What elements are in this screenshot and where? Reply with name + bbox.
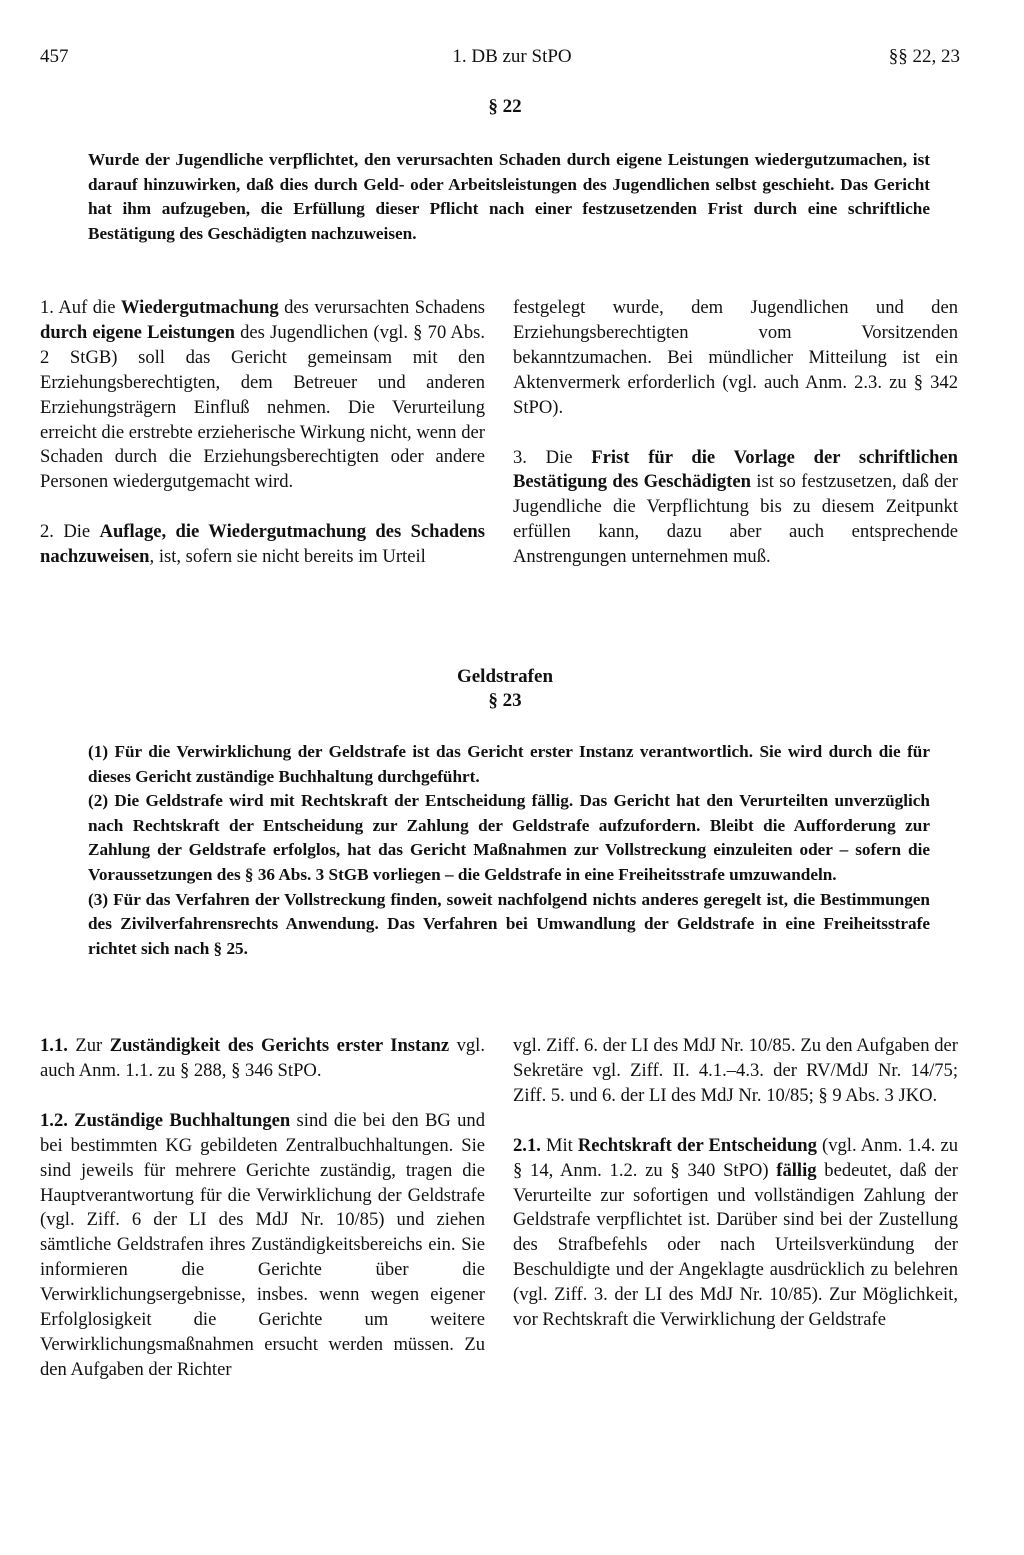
statute-paragraph-1: (1) Für die Verwirklichung der Geldstrafe ist das Gericht erster Instanz verantwortlich. Sie wird durch die für dieses Gericht zuständige Buchhaltung durchgeführt.	[88, 742, 930, 786]
statute-text-23	[88, 740, 930, 961]
note-1: 1. Auf die Wiedergutmachung des verursachten Schadens durch eigene Leistungen des Jugendlichen (vgl. § 70 Abs. 2 StGB) soll das Gericht gemeinsam mit den Erziehungsberechtigten, dem Betreuer und anderen Erziehungsträgern Einfluß nehmen. Die Verurteilung erreicht die erstrebte erzieherische Wirkung nicht, wenn der Schaden durch die Erziehungsberechtigten oder andere Personen wiedergutgemacht wird.	[40, 297, 486, 493]
section-title-geldstrafen: Geldstrafen	[456, 666, 554, 687]
note-1-1: 1.1. Zur Zuständigkeit des Gerichts erster Instanz vgl. auch Anm. 1.1. zu § 288, § 346 StPO.	[40, 1035, 485, 1081]
section-range: §§ 22, 23	[888, 46, 960, 67]
commentary-22-left	[40, 296, 485, 570]
commentary-22-right	[513, 296, 958, 570]
section-heading-22: § 22	[488, 96, 522, 117]
statute-paragraph: Wurde der Jugendliche verpflichtet, den verursachten Schaden durch eigene Leistungen wiedergutzumachen, ist darauf hinzuwirken, daß dies durch Geld- oder Arbeitsleistungen des Jugendlichen selbst geschieht. Das Gericht hat ihm aufzugeben, die Erfüllung dieser Pflicht nach einer festzusetzenden Frist durch eine schriftliche Bestätigung des Geschädigten nachzuweisen.	[88, 150, 930, 243]
running-title: 1. DB zur StPO	[452, 46, 572, 67]
statute-paragraph-2: (2) Die Geldstrafe wird mit Rechtskraft der Entscheidung fällig. Das Gericht hat den Verurteilten unverzüglich nach Rechtskraft der Entscheidung zur Zahlung der Geldstrafe aufzufordern. Bleibt die Aufforderung zur Zahlung der Geldstrafe erfolglos, hat das Gericht Maßnahmen zur Vollstreckung einzuleiten oder – sofern die Voraussetzungen des § 36 Abs. 3 StGB vorliegen – die Geldstrafe in eine Freiheitsstrafe umzuwandeln.	[88, 791, 930, 884]
note-1-2-continued: vgl. Ziff. 6. der LI des MdJ Nr. 10/85. Zu den Aufgaben der Sekretäre vgl. Ziff. II. 4.1.–4.3. der RV/MdJ Nr. 14/75; Ziff. 5. und 6. der LI des MdJ Nr. 10/85; § 9 Abs. 3 JKO.	[513, 1035, 958, 1106]
commentary-23-right	[513, 1034, 958, 1333]
note-3: 3. Die Frist für die Vorlage der schriftlichen Bestätigung des Geschädigten ist so festzusetzen, daß der Jugendliche die Verpflichtung bis zu diesem Zeitpunkt erfüllen kann, dazu aber auch entsprechende Anstrengungen unternehmen muß.	[513, 446, 959, 568]
note-2: 2. Die Auflage, die Wiedergutmachung des Schadens nachzuweisen, ist, sofern sie nicht bereits im Urteil	[40, 521, 485, 568]
statute-text-22	[88, 148, 930, 246]
commentary-23-left	[40, 1034, 485, 1383]
note-2-1: 2.1. Mit Rechtskraft der Entscheidung (vgl. Anm. 1.4. zu § 14, Anm. 1.2. zu § 340 StPO) fällig bedeutet, daß der Verurteilte zur sofortigen und vollständigen Zahlung der Geldstrafe verpflichtet ist. Darüber sind bei der Zustellung des Strafbefehls oder nach Urteilsverkündung der Beschuldigte und der Angeklagte ausdrücklich zu belehren (vgl. Ziff. 3. der LI des MdJ Nr. 10/85). Zur Möglichkeit, vor Rechtskraft die Verwirklichung der Geldstrafe	[513, 1134, 958, 1331]
statute-paragraph-3: (3) Für das Verfahren der Vollstreckung finden, soweit nachfolgend nichts anderes geregelt ist, die Bestimmungen des Zivilverfahrensrechts Anwendung. Das Verfahren bei Umwandlung der Geldstrafe in eine Freiheitsstrafe richtet sich nach § 25.	[88, 889, 930, 958]
page-number: 457	[40, 46, 69, 67]
note-1-2: 1.2. Zuständige Buchhaltungen sind die bei den BG und bei bestimmten KG gebildeten Zentralbuchhaltungen. Sie sind jeweils für mehrere Gerichte zuständig, tragen die Hauptverantwortung für die Verwirklichung der Geldstrafe (vgl. Ziff. 6 der LI des MdJ Nr. 10/85) und ziehen sämtliche Geldstrafen ihres Zuständigkeitsbereichs ein. Sie informieren die Gerichte über die Verwirklichungsergebnisse, insbes. wenn wegen eigener Erfolglosigkeit die Gerichte um weitere Verwirklichungsmaßnahmen ersucht werden müssen. Zu den Aufgaben der Richter	[40, 1109, 485, 1380]
section-heading-23: § 23	[488, 690, 522, 711]
note-2-continued: festgelegt wurde, dem Jugendlichen und den Erziehungsberechtigten vom Vorsitzenden bekanntzumachen. Bei mündlicher Mitteilung ist ein Aktenvermerk erforderlich (vgl. auch Anm. 2.3. zu § 342 StPO).	[513, 297, 958, 418]
